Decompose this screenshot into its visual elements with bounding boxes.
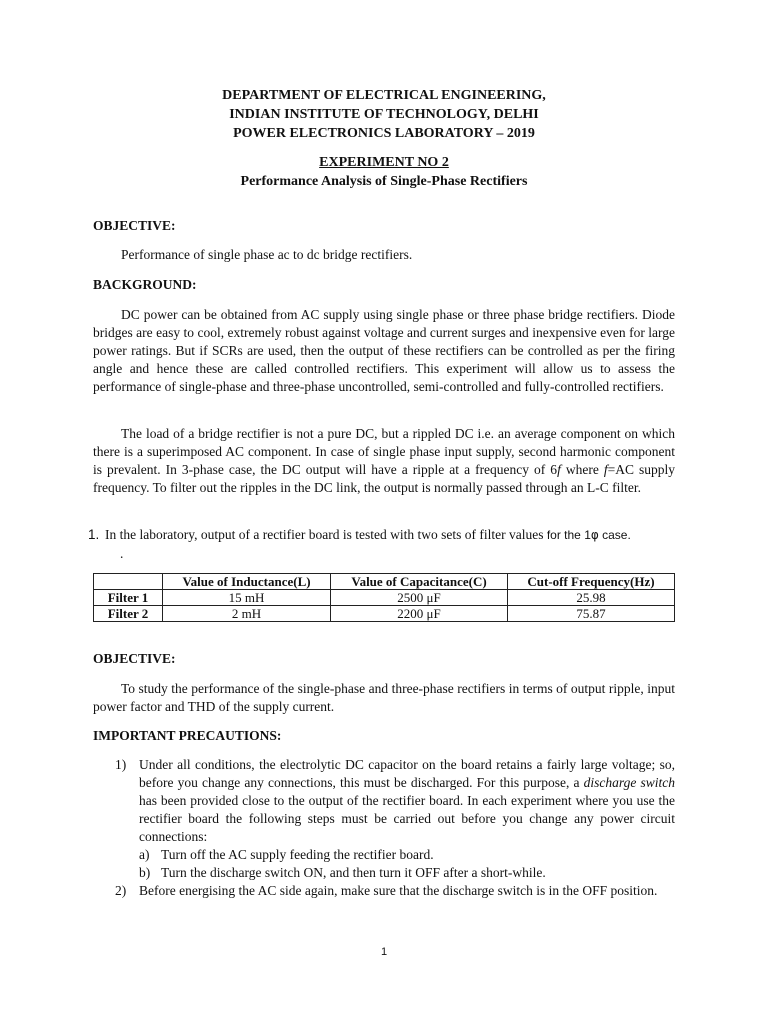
stray-dot: .: [120, 546, 124, 561]
precaution-1-text-a: Under all conditions, the electrolytic DC capacitor on the board retains a fairly large voltage; so, before you change any connections, this must be discharged. For this purpose, a: [139, 757, 675, 790]
background-paragraph-1: [93, 306, 675, 396]
background-paragraph-2-text-c: =AC supply frequency. To filter out the ripples in the DC link, the output is normally passed through an L-C filter.: [93, 462, 675, 495]
phase-symbol: φ: [590, 528, 599, 542]
row-label: Filter 1: [94, 590, 163, 606]
list-item-body: Before energising the AC side again, make sure that the discharge switch is in the OFF position.: [139, 883, 658, 898]
experiment-number: EXPERIMENT NO 2: [319, 155, 449, 170]
objective-2-text: To study the performance of the single-phase and three-phase rectifiers in terms of output ripple, input power factor and THD of the supply current.: [93, 681, 675, 714]
background-paragraph-2-text-a: The load of a bridge rectifier is not a pure DC, but a rippled DC i.e. an average component on which there is a superimposed AC component. In case of single phase input supply, second harmonic component is prevalent. In 3-phase case, the DC output will have a ripple at a frequency of 6: [93, 426, 675, 477]
frequency-symbol: f: [557, 462, 561, 477]
frequency-symbol-2: f: [603, 462, 608, 477]
objective-heading: OBJECTIVE:: [93, 218, 176, 233]
sub-list-item: [139, 846, 675, 864]
table-header-inductance: Value of Inductance(L): [163, 574, 331, 590]
lab-item-main-text: In the laboratory, output of a rectifier board is tested with two sets of filter values: [105, 527, 544, 542]
capacitance-cell: 2200 μF: [331, 606, 508, 622]
precautions-heading: IMPORTANT PRECAUTIONS:: [93, 728, 282, 743]
page-number: 1: [380, 946, 388, 958]
table-header-cutoff: Cut-off Frequency(Hz): [507, 574, 674, 590]
filter-values-table: [93, 573, 675, 622]
lab-item-tail-2: case.: [598, 528, 631, 542]
table-row: [94, 590, 675, 606]
list-item-body: [139, 756, 675, 882]
sub-item-text: Turn the discharge switch ON, and then turn it OFF after a short-while.: [161, 865, 546, 880]
sub-item-text: Turn off the AC supply feeding the rectifier board.: [161, 847, 434, 862]
lab-item-tail: for the 1: [543, 528, 591, 542]
experiment-heading: [0, 153, 768, 191]
table-header-capacitance: Value of Capacitance(C): [331, 574, 508, 590]
background-heading: BACKGROUND:: [93, 277, 197, 292]
inductance-cell: 2 mH: [163, 606, 331, 622]
experiment-title: Performance Analysis of Single-Phase Rectifiers: [240, 174, 528, 189]
document-header: [0, 86, 768, 143]
discharge-switch-term: discharge switch: [583, 775, 675, 790]
laboratory-line: POWER ELECTRONICS LABORATORY – 2019: [233, 126, 535, 141]
inductance-cell: 15 mH: [163, 590, 331, 606]
background-paragraph-2: [93, 425, 675, 497]
precaution-1-text-b: has been provided close to the output of the rectifier board. In each experiment where you use the rectifier board the following steps must be carried out before you change any power circuit connections:: [139, 793, 675, 844]
list-item-number: 1): [115, 757, 127, 772]
institute-line: INDIAN INSTITUTE OF TECHNOLOGY, DELHI: [229, 107, 539, 122]
lab-item-text: [105, 527, 631, 543]
objective-2-heading: OBJECTIVE:: [93, 651, 176, 666]
precautions-list: [115, 756, 675, 900]
objective-2-paragraph: [93, 680, 675, 716]
capacitance-cell: 2500 μF: [331, 590, 508, 606]
list-item-number: 2): [115, 883, 127, 898]
table-row: [94, 606, 675, 622]
sub-item-label: a): [139, 847, 150, 862]
cutoff-cell: 75.87: [507, 606, 674, 622]
sub-list-item: [139, 864, 675, 882]
lab-item-number: 1.: [88, 527, 100, 542]
table-header-corner: [94, 574, 163, 590]
background-paragraph-1-text: DC power can be obtained from AC supply using single phase or three phase bridge rectifiers. Diode bridges are easy to cool, extremely robust against voltage and current surges and inexpensive even for large power ratings. But if SCRs are used, then the output of these rectifiers can be controlled as per the firing angle and hence these are called controlled rectifiers. This experiment will allow us to assess the performance of single-phase and three-phase uncontrolled, semi-controlled and fully-controlled rectifiers.: [93, 307, 675, 394]
list-item: [115, 882, 675, 900]
row-label: Filter 2: [94, 606, 163, 622]
background-paragraph-2-text-b: where: [560, 462, 604, 477]
cutoff-cell: 25.98: [507, 590, 674, 606]
list-item: [115, 756, 675, 882]
department-line: DEPARTMENT OF ELECTRICAL ENGINEERING,: [222, 88, 546, 103]
sub-item-label: b): [139, 865, 151, 880]
table-header-row: [94, 574, 675, 590]
objective-text: Performance of single phase ac to dc bridge rectifiers.: [121, 247, 413, 262]
